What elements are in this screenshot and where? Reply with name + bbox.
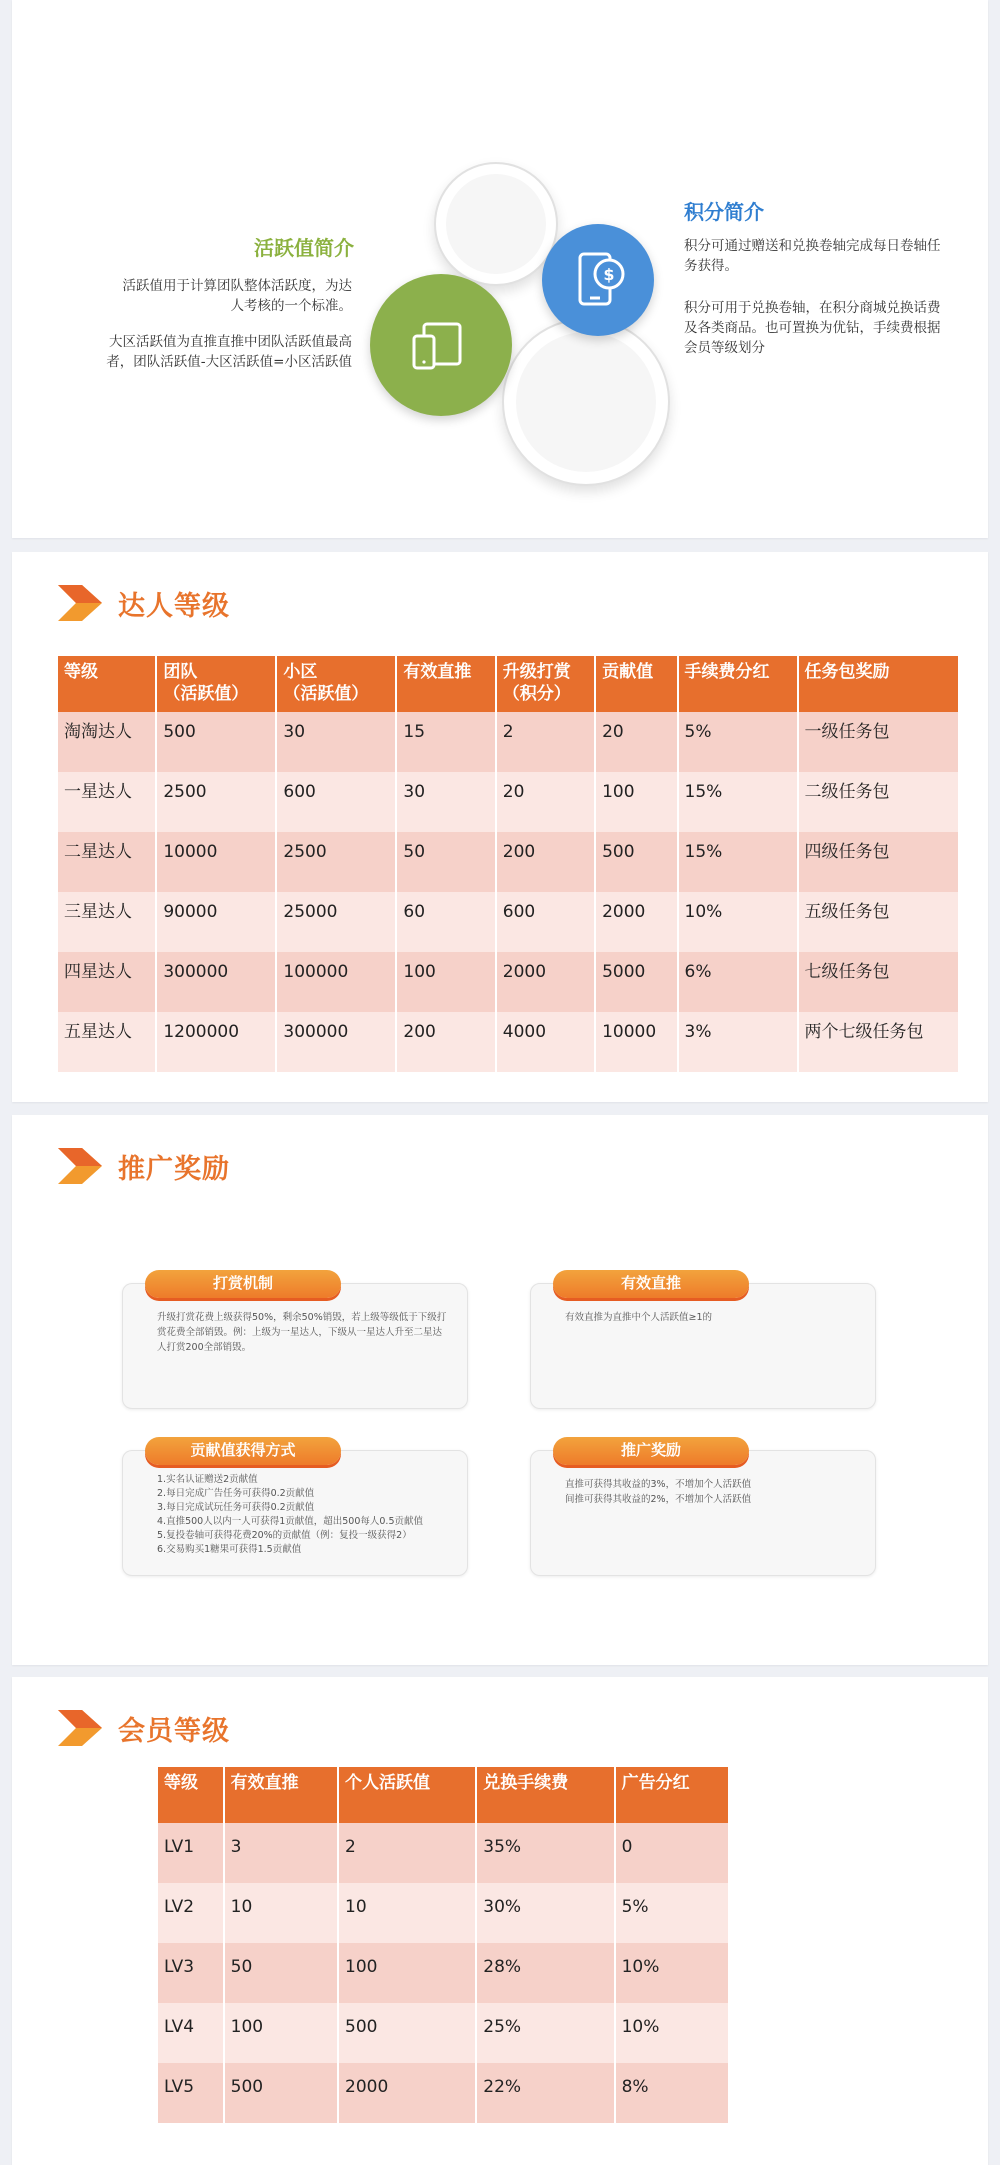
table-cell: 8% bbox=[616, 2063, 728, 2123]
table-cell: 50 bbox=[225, 1943, 337, 2003]
table-cell: 四星达人 bbox=[58, 952, 155, 1012]
table-cell: 3 bbox=[225, 1823, 337, 1883]
table-cell: 一级任务包 bbox=[799, 712, 958, 772]
promotion-reward-card bbox=[530, 1441, 876, 1576]
chevron-arrow-icon bbox=[56, 1708, 104, 1748]
table-cell: 600 bbox=[497, 892, 594, 952]
table-cell: 2500 bbox=[277, 832, 395, 892]
table-cell: 3% bbox=[679, 1012, 797, 1072]
table-cell: 600 bbox=[277, 772, 395, 832]
column-header: 有效直推 bbox=[225, 1767, 337, 1823]
table-cell: 5% bbox=[616, 1883, 728, 1943]
table-cell: 500 bbox=[596, 832, 676, 892]
table-row bbox=[58, 832, 958, 892]
table-cell: 10 bbox=[339, 1883, 475, 1943]
table-cell: 五级任务包 bbox=[799, 892, 958, 952]
table-cell: 300000 bbox=[157, 952, 275, 1012]
table-cell: 2 bbox=[339, 1823, 475, 1883]
table-cell: 100000 bbox=[277, 952, 395, 1012]
table-cell: 90000 bbox=[157, 892, 275, 952]
table-cell: 30 bbox=[277, 712, 395, 772]
coin-circle bbox=[542, 224, 654, 336]
section-title: 推广奖励 bbox=[118, 1153, 230, 1185]
table-cell: 6% bbox=[679, 952, 797, 1012]
table-cell: 三星达人 bbox=[58, 892, 155, 952]
chevron-arrow-icon bbox=[56, 583, 104, 623]
card-text: 1.实名认证赠送2贡献值 2.每日完成广告任务可获得0.2贡献值 3.每日完成试玩任务可获得0.2贡献值 4.直推500人以内一人可获得1贡献值，超出500每人0.5贡献值 5.复投卷轴可获得花费20%的贡献值（例：复投一级获得2） 6.交易购买1糖果可获得1.5贡献值 bbox=[157, 1474, 423, 1555]
card-label: 推广奖励 bbox=[553, 1437, 749, 1465]
table-row bbox=[158, 2063, 728, 2123]
table-cell: 20 bbox=[497, 772, 594, 832]
section-heading bbox=[56, 580, 230, 626]
table-cell: 25000 bbox=[277, 892, 395, 952]
table-cell: 2500 bbox=[157, 772, 275, 832]
table-row bbox=[58, 892, 958, 952]
table-cell: 2000 bbox=[339, 2063, 475, 2123]
column-header: 等级 bbox=[158, 1767, 223, 1823]
table-cell: 30 bbox=[397, 772, 494, 832]
card-text: 升级打赏花费上级获得50%，剩余50%销毁，若上级等级低于下级打赏花费全部销毁。例：上级为一星达人，下级从一星达人升至二星达人打赏200全部销毁。 bbox=[157, 1312, 447, 1353]
table-cell: 20 bbox=[596, 712, 676, 772]
intro-slide bbox=[12, 0, 988, 538]
table-cell: 1200000 bbox=[157, 1012, 275, 1072]
table-cell: 60 bbox=[397, 892, 494, 952]
activity-desc-1: 活跃值用于计算团队整体活跃度，为达人考核的一个标准。 bbox=[122, 278, 352, 314]
reward-mechanism-card bbox=[122, 1274, 468, 1409]
table-cell: 15% bbox=[679, 772, 797, 832]
section-title: 达人等级 bbox=[118, 590, 230, 622]
column-header: 团队 （活跃值） bbox=[157, 656, 275, 712]
contribution-card bbox=[122, 1441, 468, 1576]
table-cell: 30% bbox=[477, 1883, 613, 1943]
table-cell: 四级任务包 bbox=[799, 832, 958, 892]
decor-circle-bottom bbox=[502, 318, 670, 486]
table-cell: LV5 bbox=[158, 2063, 223, 2123]
table-cell: 15 bbox=[397, 712, 494, 772]
column-header: 兑换手续费 bbox=[477, 1767, 613, 1823]
column-header: 升级打赏 （积分） bbox=[497, 656, 594, 712]
points-desc-1: 积分可通过赠送和兑换卷轴完成每日卷轴任务获得。 bbox=[684, 238, 941, 274]
table-cell: 10% bbox=[616, 2003, 728, 2063]
talent-level-slide bbox=[12, 552, 988, 1102]
table-row bbox=[158, 2003, 728, 2063]
table-cell: 500 bbox=[339, 2003, 475, 2063]
table-cell: 100 bbox=[225, 2003, 337, 2063]
section-title: 会员等级 bbox=[118, 1715, 230, 1747]
card-text: 有效直推为直推中个人活跃值≥1的 bbox=[565, 1312, 713, 1323]
devices-icon bbox=[370, 274, 512, 416]
column-header: 个人活跃值 bbox=[339, 1767, 475, 1823]
table-cell: 200 bbox=[397, 1012, 494, 1072]
table-cell: 2000 bbox=[497, 952, 594, 1012]
table-cell: 22% bbox=[477, 2063, 613, 2123]
table-cell: 4000 bbox=[497, 1012, 594, 1072]
column-header: 手续费分红 bbox=[679, 656, 797, 712]
table-cell: 15% bbox=[679, 832, 797, 892]
table-cell: 28% bbox=[477, 1943, 613, 2003]
points-title: 积分简介 bbox=[684, 200, 764, 224]
table-cell: 500 bbox=[157, 712, 275, 772]
table-cell: 两个七级任务包 bbox=[799, 1012, 958, 1072]
table-cell: 2 bbox=[497, 712, 594, 772]
mobile-coin-icon bbox=[542, 224, 654, 336]
card-label: 有效直推 bbox=[553, 1270, 749, 1298]
svg-text:$: $ bbox=[603, 265, 615, 284]
table-cell: LV3 bbox=[158, 1943, 223, 2003]
table-cell: 10000 bbox=[596, 1012, 676, 1072]
table-cell: 淘淘达人 bbox=[58, 712, 155, 772]
table-cell: 500 bbox=[225, 2063, 337, 2123]
column-header: 有效直推 bbox=[397, 656, 494, 712]
card-label: 贡献值获得方式 bbox=[145, 1437, 341, 1465]
table-cell: 10 bbox=[225, 1883, 337, 1943]
table-cell: 2000 bbox=[596, 892, 676, 952]
table-row bbox=[58, 772, 958, 832]
table-cell: LV1 bbox=[158, 1823, 223, 1883]
table-row bbox=[58, 712, 958, 772]
table-cell: 10% bbox=[616, 1943, 728, 2003]
section-heading bbox=[56, 1705, 230, 1751]
table-cell: 一星达人 bbox=[58, 772, 155, 832]
table-cell: LV4 bbox=[158, 2003, 223, 2063]
table-cell: 5% bbox=[679, 712, 797, 772]
table-row bbox=[58, 952, 958, 1012]
activity-title: 活跃值简介 bbox=[254, 236, 354, 260]
member-level-table bbox=[156, 1767, 730, 2123]
table-cell: 100 bbox=[397, 952, 494, 1012]
table-cell: 300000 bbox=[277, 1012, 395, 1072]
table-cell: 二级任务包 bbox=[799, 772, 958, 832]
member-level-slide bbox=[12, 1677, 988, 2165]
column-header: 贡献值 bbox=[596, 656, 676, 712]
column-header: 任务包奖励 bbox=[799, 656, 958, 712]
table-cell: 0 bbox=[616, 1823, 728, 1883]
card-label: 打赏机制 bbox=[145, 1270, 341, 1298]
chevron-arrow-icon bbox=[56, 1146, 104, 1186]
decor-circle-top bbox=[434, 162, 558, 286]
card-text: 直推可获得其收益的3%，不增加个人活跃值 间推可获得其收益的2%，不增加个人活跃值 bbox=[565, 1479, 752, 1505]
column-header: 广告分红 bbox=[616, 1767, 728, 1823]
table-cell: 200 bbox=[497, 832, 594, 892]
table-cell: 10% bbox=[679, 892, 797, 952]
table-cell: 七级任务包 bbox=[799, 952, 958, 1012]
table-cell: LV2 bbox=[158, 1883, 223, 1943]
table-cell: 100 bbox=[596, 772, 676, 832]
section-heading bbox=[56, 1143, 230, 1189]
table-row bbox=[158, 1883, 728, 1943]
table-cell: 10000 bbox=[157, 832, 275, 892]
table-cell: 5000 bbox=[596, 952, 676, 1012]
talent-level-table bbox=[56, 656, 960, 1072]
promotion-slide bbox=[12, 1115, 988, 1665]
table-cell: 二星达人 bbox=[58, 832, 155, 892]
table-cell: 35% bbox=[477, 1823, 613, 1883]
table-row bbox=[58, 1012, 958, 1072]
devices-circle bbox=[370, 274, 512, 416]
column-header: 小区 （活跃值） bbox=[277, 656, 395, 712]
table-cell: 50 bbox=[397, 832, 494, 892]
points-desc-2: 积分可用于兑换卷轴，在积分商城兑换话费及各类商品。也可置换为优钻，手续费根据会员等级划分 bbox=[684, 300, 941, 356]
table-cell: 五星达人 bbox=[58, 1012, 155, 1072]
activity-desc-2: 大区活跃值为直推直推中团队活跃值最高者，团队活跃值-大区活跃值=小区活跃值 bbox=[106, 334, 352, 370]
table-cell: 25% bbox=[477, 2003, 613, 2063]
table-row bbox=[158, 1823, 728, 1883]
column-header: 等级 bbox=[58, 656, 155, 712]
table-row bbox=[158, 1943, 728, 2003]
valid-referral-card bbox=[530, 1274, 876, 1409]
table-cell: 100 bbox=[339, 1943, 475, 2003]
